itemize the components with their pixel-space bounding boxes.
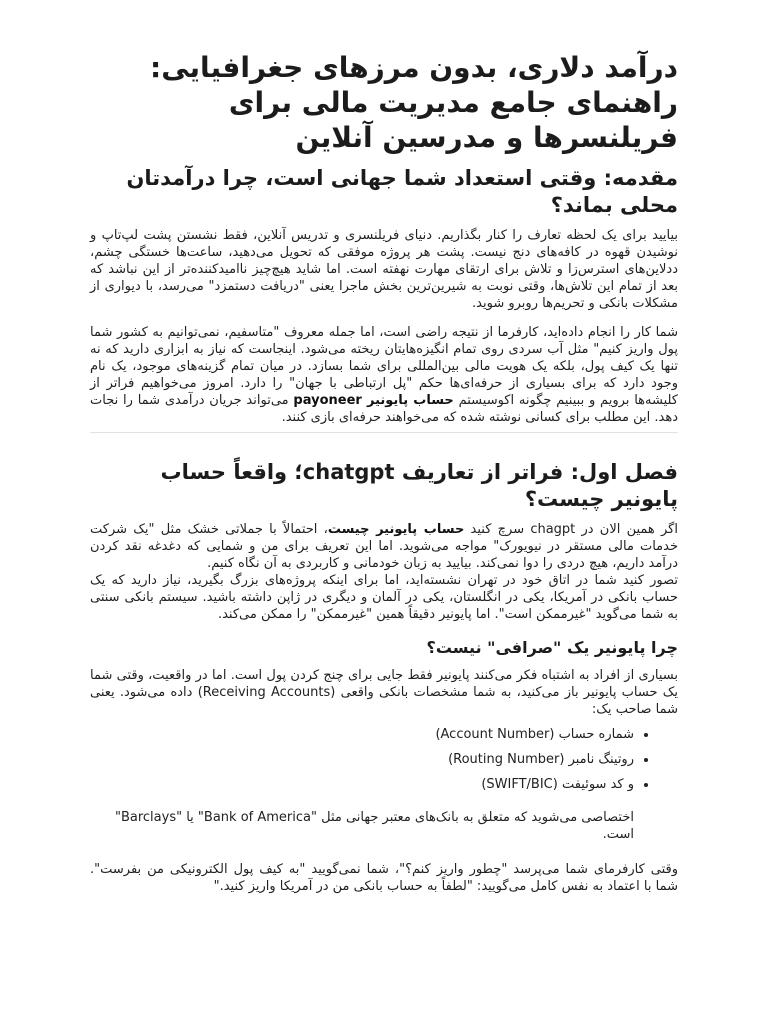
banks-note: اختصاصی می‌شوید که متعلق به بانک‌های معتبر جهانی مثل "Bank of America" یا "Barclays" است. [114,810,634,842]
what-is-payoneer-keyword: حساب پایونیر چیست [327,522,465,537]
intro-paragraph-1: بیایید برای یک لحظه تعارف را کنار بگذاریم. دنیای فریلنسری و تدریس آنلاین، فقط نشستن پشت لپ‌تاپ و نوشیدن قهوه در کافه‌های دنج نیست. پشت هر پروژه موفقی که تحویل می‌دهید، ساعت‌ها خستگی چشم، ددلاین‌های استرس‌زا و تلاش برای ارتقای مهارت نهفته است. اما شاید هیچ‌چیز ناامیدکننده‌تر از این نباشد که بعد از تمام این تلاش‌ها، وقتی نوبت به شیرین‌ترین بخش ماجرا یعنی "دریافت دستمزد" می‌رسد، با دیواری از مشکلات بانکی و تحریم‌ها روبرو شوید. [90,228,678,311]
intro-heading: مقدمه: وقتی استعداد شما جهانی است، چرا درآمدتان محلی بماند؟ [126,166,678,217]
list-item: • شماره حساب (Account Number) [90,726,634,743]
chapter-1-paragraph-1-text-a: اگر همین الان در chagpt سرچ کنید [464,522,678,537]
intro-paragraph-2-text-b: می‌تواند جریان درآمدی شما را نجات دهد. این مطلب برای کسانی نوشته شده که می‌خواهند حرفه‌ای بازی کنند. [90,393,678,425]
intro-paragraph-2 [90,324,678,426]
payoneer-account-keyword: حساب پایونیر payoneer [293,393,454,408]
article-title: درآمد دلاری، بدون مرزهای جغرافیایی: راهنمای جامع مدیریت مالی برای فریلنسرها و مدرسین آنلاین [150,51,678,154]
not-exchange-paragraph-2: وقتی کارفرمای شما می‌پرسد "چطور واریز کنم؟"، شما نمی‌گویید "به کیف پول الکترونیکی من بفرست". شما با اعتماد به نفس کامل می‌گویید: "لطفاً به حساب بانکی من در آمریکا واریز کنید." [90,862,678,894]
intro-paragraph-2-text-a: شما کار را انجام داده‌اید، کارفرما از نتیجه راضی است، اما جمله معروف "متاسفیم، نمی‌توانیم به کشور شما پول واریز کنیم" مثل آب سردی روی تمام انگیزه‌هایتان ریخته می‌شود. اینجاست که نیاز به ابزاری دارید که نه تنها یک کیف پول، بلکه یک هویت مالی بین‌المللی برای شما بسازد. در میان تمام گزینه‌های موجود، یک نام وجود دارد که برای بسیاری از حرفه‌ای‌ها حکم "پل ارتباطی با جهان" را دارد. امروز می‌خواهیم فراتر از کلیشه‌ها برویم و ببینیم چگونه اکوسیستم [90,325,678,408]
list-item: • روتینگ نامبر (Routing Number) [90,751,634,768]
not-exchange-heading: چرا پایونیر یک "صرافی" نیست؟ [426,638,678,657]
chapter-1-heading: فصل اول: فراتر از تعاریف chatgpt؛ واقعاً حساب پایونیر چیست؟ [160,460,678,511]
chapter-1-paragraph-2: تصور کنید شما در اتاق خود در تهران نشسته‌اید، اما برای اینکه پروژه‌های بزرگ بگیرید، نیاز دارید که یک حساب بانکی در آمریکا، یکی در انگلستان، یکی در آلمان و دیگری در ژاپن داشته باشید. سیستم بانکی سنتی به شما می‌گوید "غیرممکن است". اما پایونیر دقیقاً همین "غیرممکن" را ممکن می‌کند. [90,573,678,622]
list-item: • و کد سوئیفت (SWIFT/BIC) [90,776,634,793]
not-exchange-paragraph-1: بسیاری از افراد به اشتباه فکر می‌کنند پایونیر فقط جایی برای چنج کردن پول است. اما در واقعیت، وقتی شما یک حساب پایونیر باز می‌کنید، به شما مشخصات بانکی واقعی (Receiving Accounts) داده می‌شود. یعنی شما صاحب یک: [90,668,679,717]
bank-details-list [90,726,678,793]
chapter-1-paragraph-1 [90,521,678,572]
section-divider [90,432,678,433]
chapter-1-paragraph-1-text-b: ، احتمالاً با جملاتی خشک مثل "یک شرکت خدمات مالی مستقر در نیویورک" مواجه می‌شوید. اما این تعریف برای من و شمایی که دغدغه نقد کردن درآمد داریم، هیچ دردی را دوا نمی‌کند. بیایید به زبان خودمانی و کاربردی به آن نگاه کنیم. [90,522,678,571]
